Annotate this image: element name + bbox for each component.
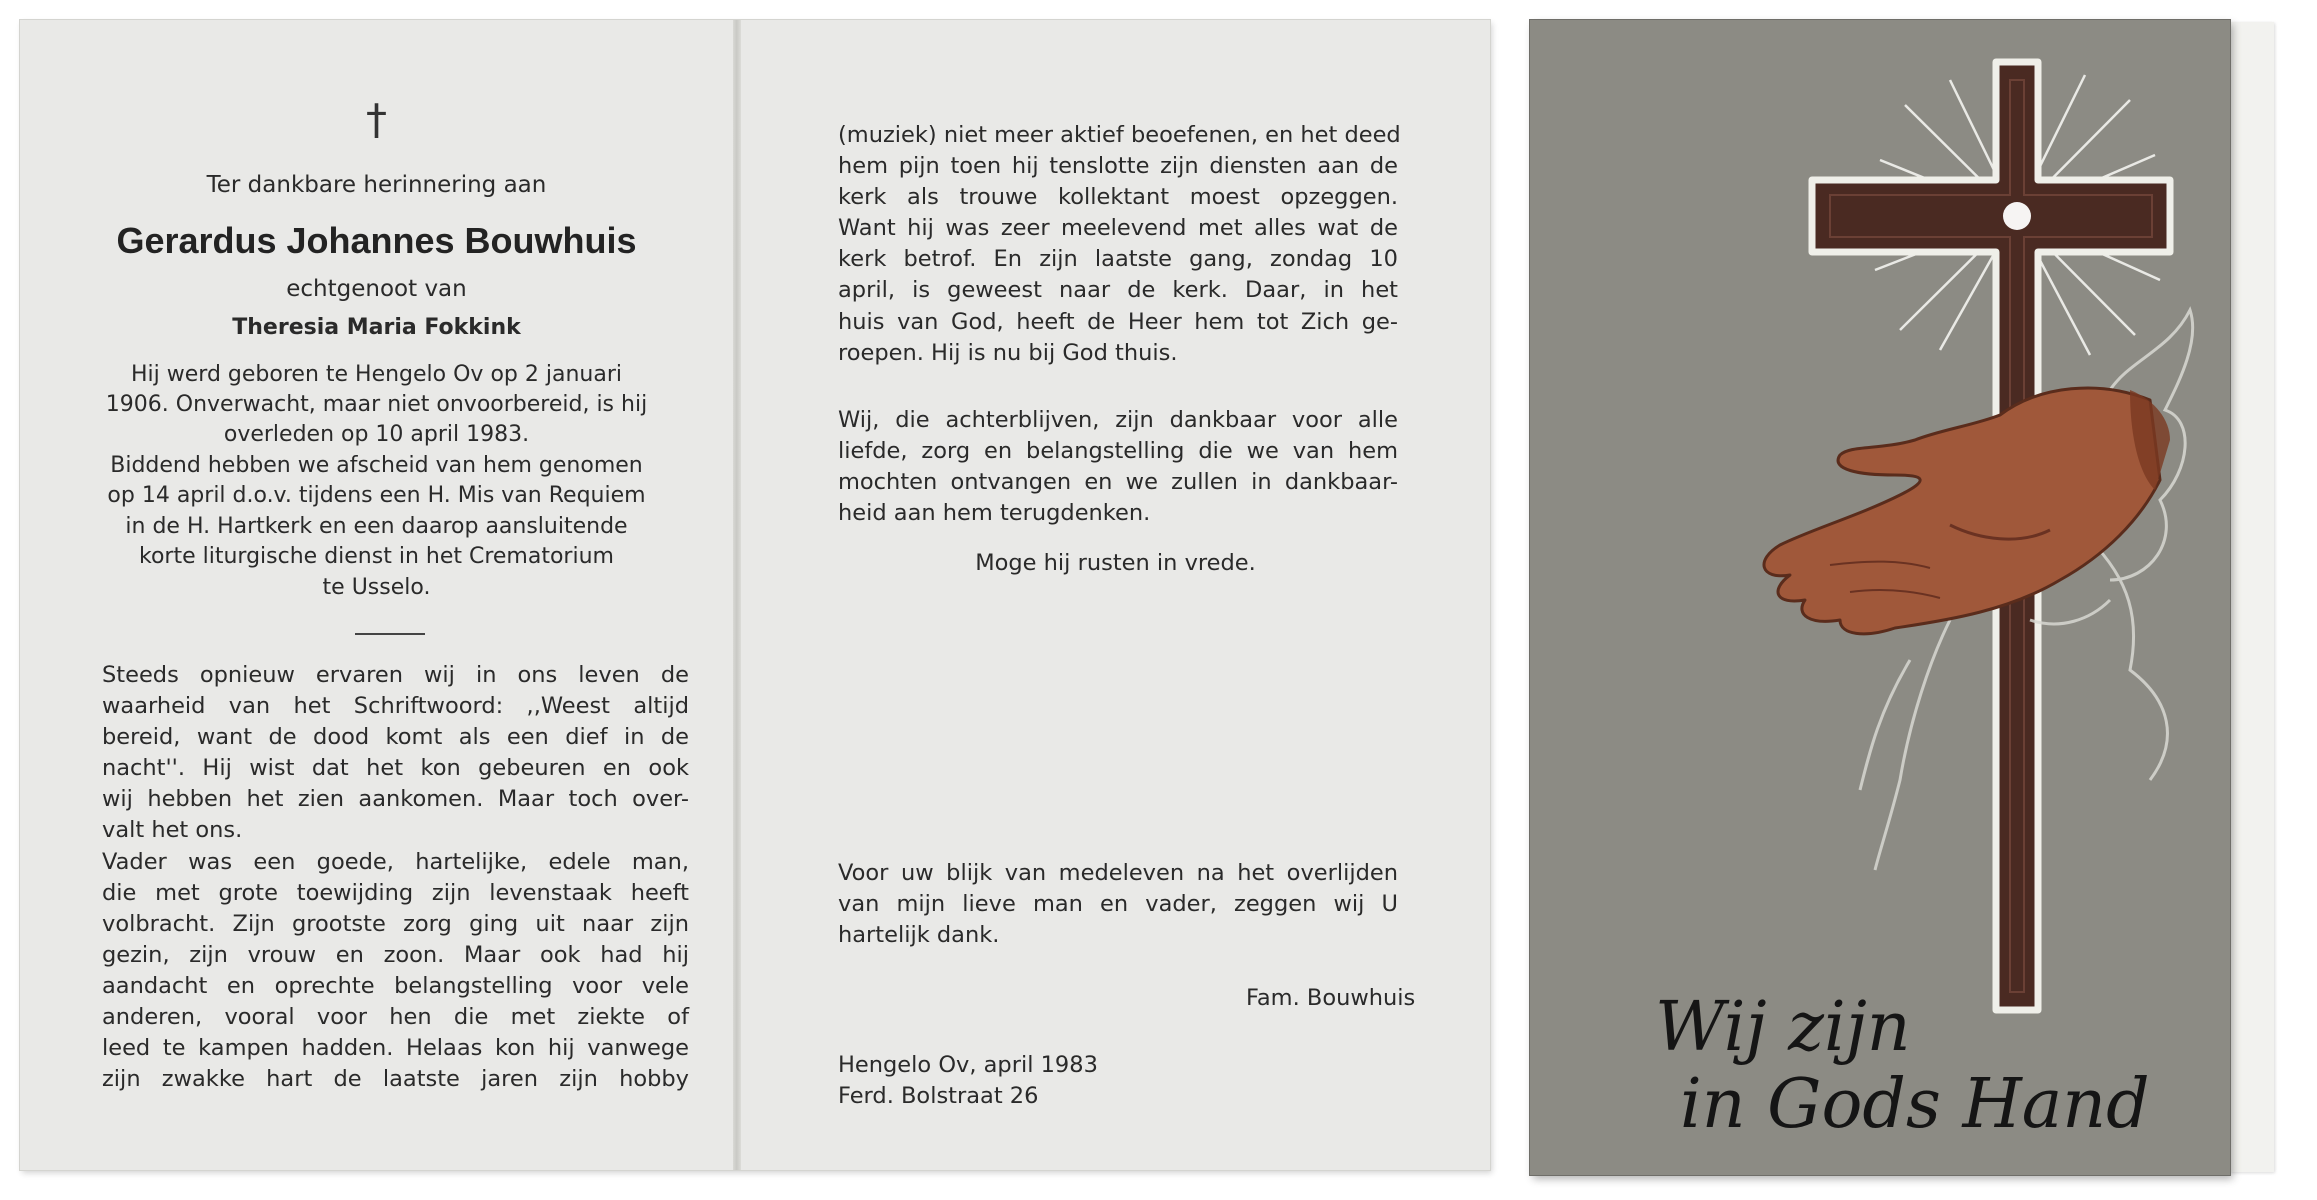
text-line: anderen, vooral voor hen die met ziekte of (102, 1004, 689, 1031)
deceased-name: Gerardus Johannes Bouwhuis (116, 220, 637, 261)
memorial-card-front (1530, 20, 2230, 1175)
bio-line: overleden op 10 april 1983. (223, 422, 530, 447)
right-page (741, 20, 1490, 1170)
text-line: bereid, want de dood komt als een dief in de (102, 724, 689, 751)
motto-line-2: in Gods Hand (1680, 1065, 2150, 1144)
right-paragraph-1 (838, 120, 1401, 369)
text-line: liefde, zorg en belangstelling die we van hem (838, 438, 1398, 465)
text-line: leed te kampen hadden. Helaas kon hij vanwege (102, 1035, 689, 1062)
text-line: heid aan hem terugdenken. (838, 500, 1151, 527)
thanks-paragraph (838, 858, 1398, 951)
address: Ferd. Bolstraat 26 (838, 1083, 1039, 1109)
text-line: Steeds opnieuw ervaren wij in ons leven de (102, 662, 689, 688)
bio-line: te Usselo. (322, 575, 431, 600)
center-fold (733, 20, 741, 1170)
motto-line-1: Wij zijn (1655, 988, 1911, 1067)
spouse-name: Theresia Maria Fokkink (232, 315, 521, 340)
spouse-label: echtgenoot van (286, 276, 467, 302)
text-line: mochten ontvangen en we zullen in dankbaar- (838, 469, 1398, 496)
intro-text: Ter dankbare herinnering aan (206, 172, 547, 198)
text-line: valt het ons. (102, 817, 243, 844)
open-hand-icon (1764, 388, 2170, 634)
text-line: Wij, die achterblijven, zijn dankbaar voor alle (838, 407, 1398, 433)
text-line: hem pijn toen hij tenslotte zijn diensten aan de (838, 153, 1398, 180)
left-paragraph-1 (102, 660, 689, 1095)
bio-line: 1906. Onverwacht, maar niet onvoorbereid, is hij (105, 392, 648, 417)
text-line: zijn zwakke hart de laatste jaren zijn hobby (102, 1066, 689, 1093)
text-line: hartelijk dank. (838, 922, 1000, 949)
memorial-card-inside (20, 20, 1490, 1170)
right-paragraph-2 (838, 405, 1398, 529)
text-line: waarheid van het Schriftwoord: ,,Weest altijd (102, 693, 689, 720)
bio-line: op 14 april d.o.v. tijdens een H. Mis van Requiem (107, 483, 646, 508)
text-line: huis van God, heeft de Heer hem tot Zich ge- (838, 308, 1398, 335)
bio-line: korte liturgische dienst in het Crematorium (139, 544, 614, 569)
closing-prayer: Moge hij rusten in vrede. (975, 550, 1256, 576)
cross-symbol: † (366, 95, 387, 144)
card-page-edge (2230, 22, 2274, 1172)
bio-line: Hij werd geboren te Hengelo Ov op 2 januari (131, 362, 622, 387)
text-line: (muziek) niet meer aktief beoefenen, en het deed (838, 122, 1401, 148)
divider-line (355, 633, 425, 635)
text-line: die met grote toewijding zijn levenstaak heeft (102, 879, 689, 906)
text-line: gezin, zijn vrouw en zoon. Maar ook had hij (102, 941, 689, 968)
place-date: Hengelo Ov, april 1983 (838, 1052, 1098, 1078)
text-line: Want hij was zeer meelevend met alles wat de (838, 215, 1398, 242)
text-line: nacht''. Hij wist dat het kon gebeuren en ook (102, 755, 689, 782)
left-page (20, 20, 733, 1170)
text-line: april, is geweest naar de kerk. Daar, in het (838, 277, 1398, 304)
text-line: Vader was een goede, hartelijke, edele man, (102, 848, 689, 875)
text-line: kerk als trouwe kollektant moest opzeggen. (838, 184, 1398, 211)
text-line: wij hebben het zien aankomen. Maar toch over- (102, 786, 689, 813)
text-line: van mijn lieve man en vader, zeggen wij U (838, 891, 1398, 918)
text-line: volbracht. Zijn grootste zorg ging uit naar zijn (102, 910, 689, 937)
text-line: roepen. Hij is nu bij God thuis. (838, 339, 1178, 366)
signature: Fam. Bouwhuis (1246, 985, 1416, 1011)
text-line: Voor uw blijk van medeleven na het overlijden (838, 860, 1398, 886)
text-line: kerk betrof. En zijn laatste gang, zondag 10 (838, 246, 1398, 273)
bio-line: Biddend hebben we afscheid van hem genomen (110, 453, 643, 478)
bio-line: in de H. Hartkerk en een daarop aansluitende (125, 514, 628, 539)
text-line: aandacht en oprechte belangstelling voor vele (102, 972, 689, 999)
